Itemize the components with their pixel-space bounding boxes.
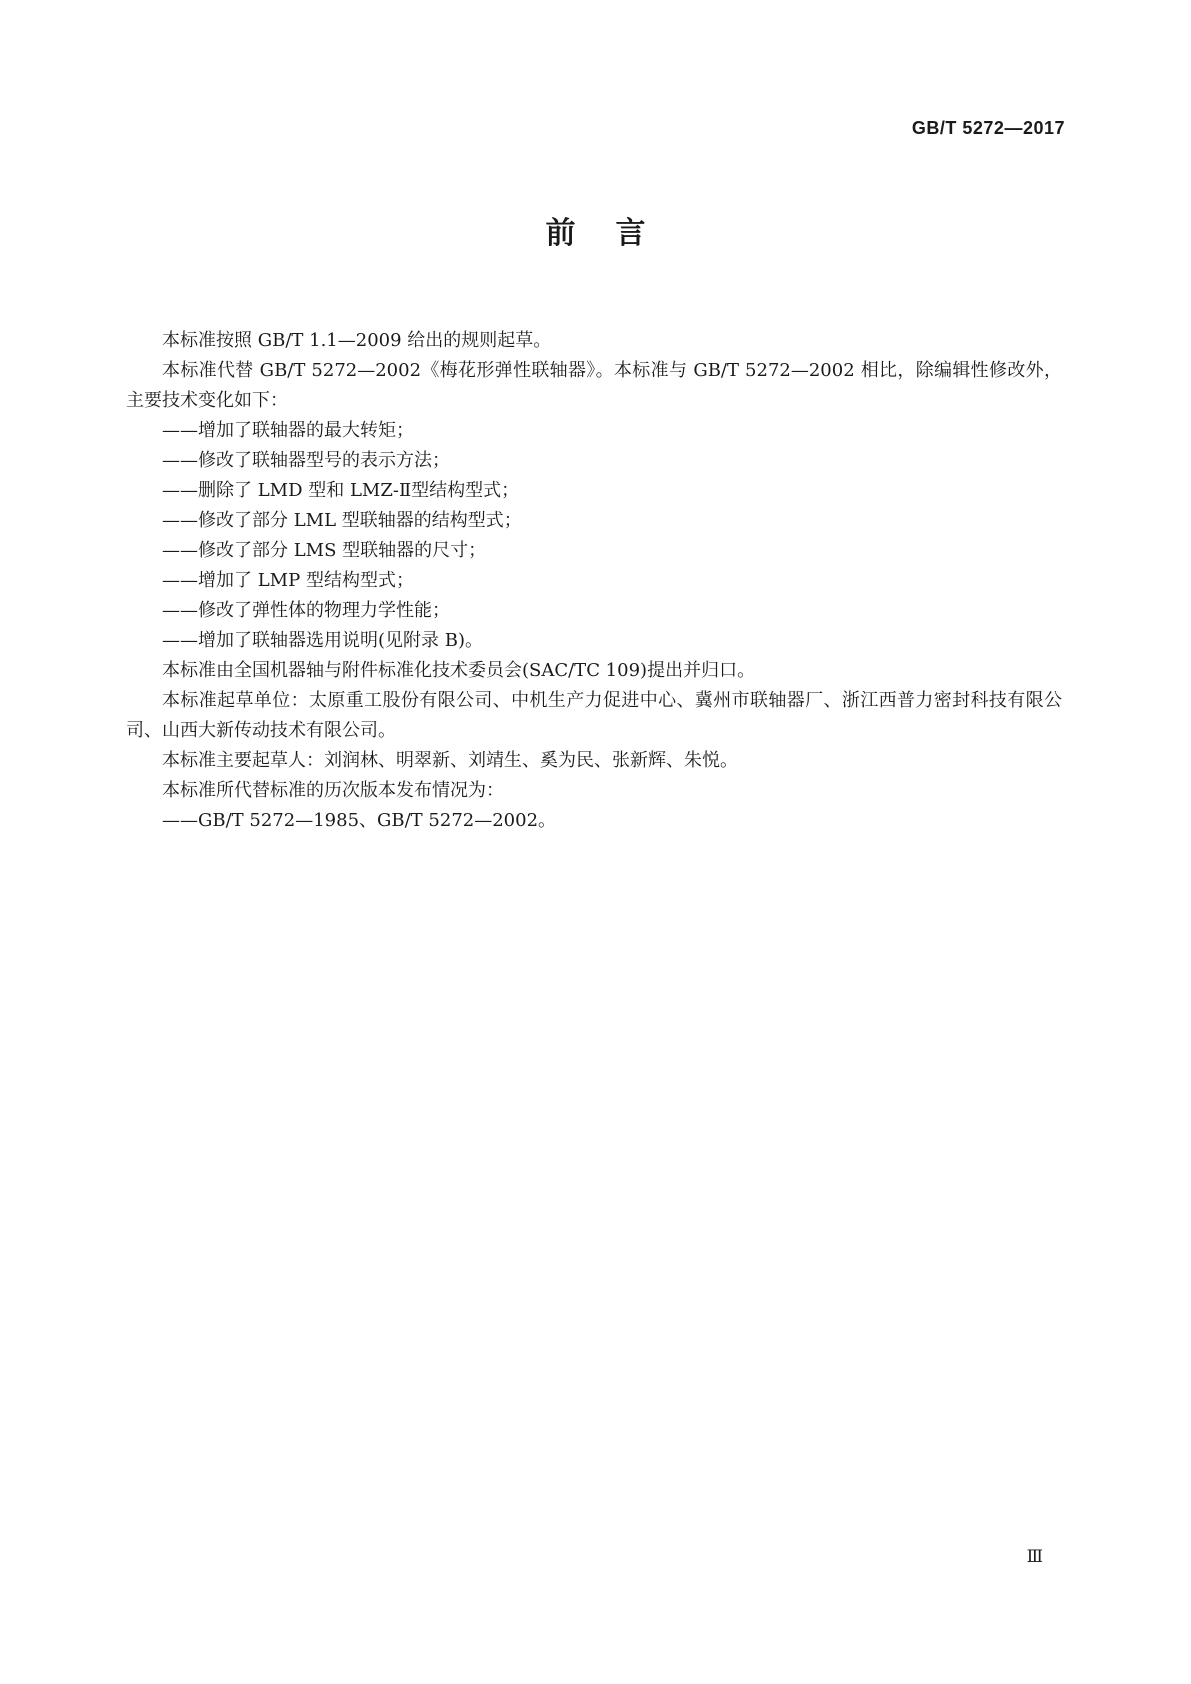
page-title: 前言	[545, 216, 686, 251]
paragraph: 本标准代替 GB/T 5272—2002《梅花形弹性联轴器》。本标准与 GB/T 5272—2002 相比，除编辑性修改外，主要技术变化如下：	[126, 360, 1062, 411]
document-body	[126, 326, 1062, 836]
list-item: ——修改了联轴器型号的表示方法；	[162, 450, 450, 471]
standard-code: GB/T 5272—2017	[911, 118, 1065, 138]
paragraph: 本标准所代替标准的历次版本发布情况为：	[162, 780, 504, 801]
paragraph: 本标准按照 GB/T 1.1—2009 给出的规则起草。	[162, 330, 552, 351]
paragraph: 本标准起草单位：太原重工股份有限公司、中机生产力促进中心、冀州市联轴器厂、浙江西普力密封科技有限公司、山西大新传动技术有限公司。	[126, 690, 1062, 741]
page-number: Ⅲ	[1026, 1547, 1043, 1566]
paragraph: 本标准由全国机器轴与附件标准化技术委员会(SAC/TC 109)提出并归口。	[162, 660, 756, 681]
list-item: ——增加了 LMP 型结构型式；	[162, 570, 414, 591]
list-item: ——修改了部分 LMS 型联轴器的尺寸；	[162, 540, 487, 561]
list-item: ——修改了弹性体的物理力学性能；	[162, 600, 450, 621]
paragraph: 本标准主要起草人：刘润林、明翠新、刘靖生、奚为民、张新辉、朱悦。	[162, 750, 738, 771]
list-item: ——增加了联轴器的最大转矩；	[162, 420, 414, 441]
list-item: ——修改了部分 LML 型联轴器的结构型式；	[162, 510, 522, 531]
list-item: ——增加了联轴器选用说明(见附录 B)。	[162, 630, 483, 651]
list-item: ——GB/T 5272—1985、GB/T 5272—2002。	[162, 810, 557, 831]
list-item: ——删除了 LMD 型和 LMZ-Ⅱ型结构型式；	[162, 480, 520, 501]
